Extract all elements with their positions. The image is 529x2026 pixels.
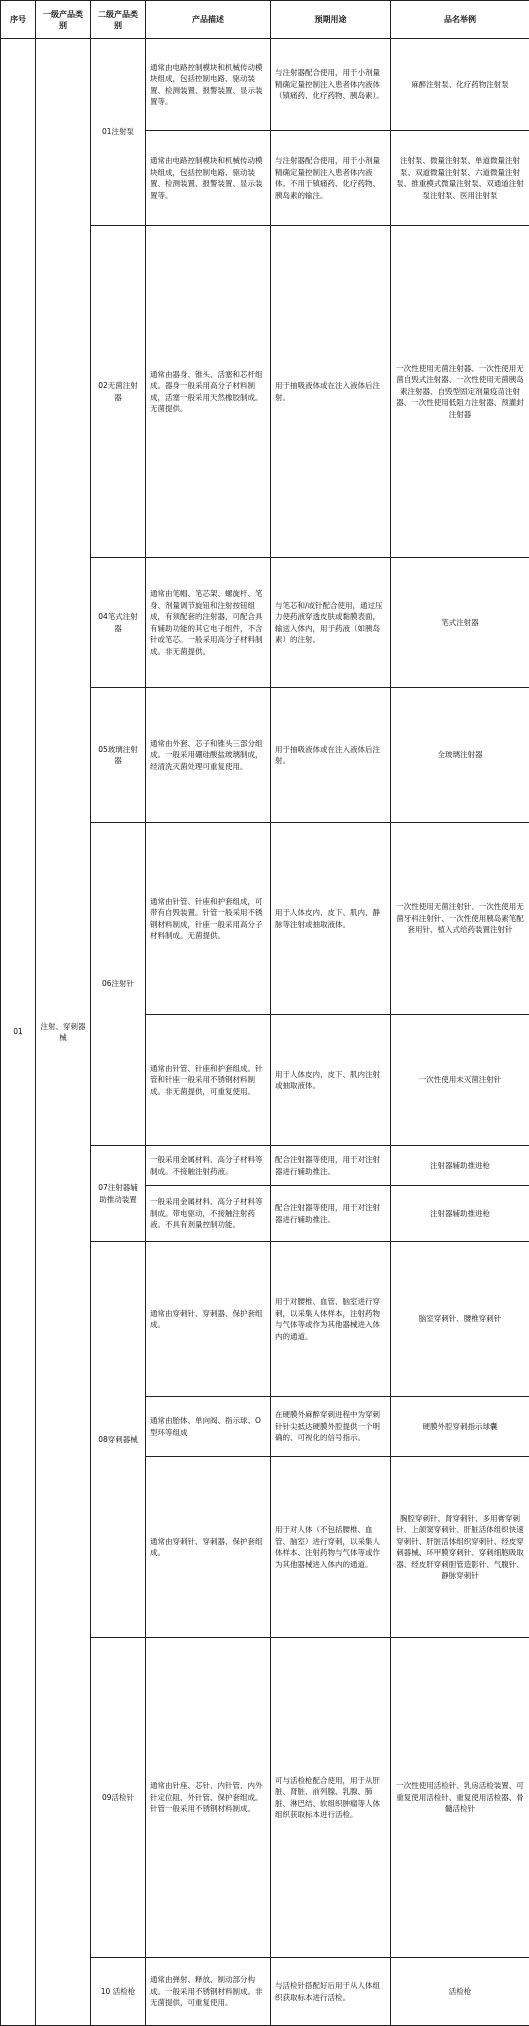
seq-cell: 01 — [1, 39, 36, 2026]
use-cell: 在硬膜外麻醉穿刺进程中为穿刺针针尖抵达硬膜外腔提供一个明确的、可视化的信号指示。 — [271, 1397, 391, 1457]
examples-cell: 注射泵、微量注射泵、单道微量注射泵、双道微量注射泵、六道微量注射泵、推重模式微量注射泵、双通道注射泵注射泵、医用注射泵 — [391, 131, 529, 226]
desc-cell: 通常由外套、芯子和锥头三部分组成。一般采用硼硅酸盐玻璃制成，经清洗灭菌处理可重复使用。 — [146, 688, 271, 823]
level2-cell-pump: 01注射泵 — [91, 39, 146, 226]
use-cell: 与注射器配合使用，用于小剂量精确定量控制注入患者体内液体（镇痛药、化疗药物、胰岛素）。 — [271, 39, 391, 131]
use-cell: 用于人体皮内、皮下、肌内注射或抽取液体。 — [271, 1015, 391, 1146]
examples-cell: 全玻璃注射器 — [391, 688, 529, 823]
examples-cell: 脑室穿刺针、腰椎穿刺针 — [391, 1242, 529, 1397]
level2-cell-biopsy: 09活检针 — [91, 1638, 146, 1958]
use-cell: 用于对腰椎、血管、脑室进行穿刺，以采集人体样本，注射药物与气体等或作为其他器械进入体内的通道。 — [271, 1242, 391, 1397]
examples-cell: 活检枪 — [391, 1958, 529, 2026]
header-level2: 二级产品类别 — [91, 1, 146, 39]
desc-cell: 通常由电路控制模块和机械传动模块组成，包括控制电路、驱动装置、检测装置、报警装置、显示装置等。 — [146, 131, 271, 226]
examples-cell: 硬膜外腔穿刺指示球囊 — [391, 1397, 529, 1457]
use-cell: 用于抽吸液体或在注入液体后注射。 — [271, 226, 391, 558]
header-level1: 一级产品类别 — [36, 1, 91, 39]
examples-cell: 一次性使用活检针、乳房活检装置、可重复使用活检针、重复使用活检器、骨髓活检针 — [391, 1638, 529, 1958]
table-row — [1, 39, 529, 131]
use-cell: 与注射器配合使用，用于小剂量精确定量控制注入患者体内液体。不用于镇痛药、化疗药物、胰岛素的输注。 — [271, 131, 391, 226]
use-cell: 用于对人体（不包括腰椎、血管、脑室）进行穿刺，以采集人体样本、注射药物与气体等或作为其他器械进入体内的通道。 — [271, 1457, 391, 1638]
desc-cell: 通常由针管、针座和护套组成。针管和针座一般采用不锈钢材料制成。非无菌提供，可重复使用。 — [146, 1015, 271, 1146]
level1-cell: 注射、穿刺器械 — [36, 39, 91, 2026]
desc-cell: 通常由器身、锥头、活塞和芯杆组成。器身一般采用高分子材料制成，活塞一般采用天然橡胶制成。无菌提供。 — [146, 226, 271, 558]
examples-cell: 胸腔穿刺针、肾穿刺针、多用膏穿刺针、上颌窦穿刺针、肝脏活体组织快速穿刺针、肝脏活体组织穿刺针、经皮穿刺器械、环甲膜穿刺针、穿刺细胞吸取器、经皮肝穿刺胆管造影针、气腹针、静脉穿刺针 — [391, 1457, 529, 1638]
desc-cell: 通常由胎体、单向阀、指示球、O型环等组成 — [146, 1397, 271, 1457]
desc-cell: 通常由针座、芯针、内针管、内外针定位阻、外针管、保护套组成。针管一般采用不锈钢材料制成。 — [146, 1638, 271, 1958]
level2-cell-pen: 04笔式注射器 — [91, 558, 146, 688]
examples-cell: 笔式注射器 — [391, 558, 529, 688]
desc-cell: 通常由穿刺针、穿刺器、保护套组成。 — [146, 1242, 271, 1397]
examples-cell: 注射器辅助推进枪 — [391, 1146, 529, 1186]
header-row — [1, 1, 529, 39]
desc-cell: 通常由电路控制模块和机械传动模块组成，包括控制电路、驱动装置、检测装置、报警装置、显示装置等。 — [146, 39, 271, 131]
examples-cell: 一次性使用无菌注射器、一次性使用无菌自毁式注射器、一次性使用无菌胰岛素注射器、自毁型固定剂量疫苗注射器、一次性使用低阻力注射器、预灌封注射器 — [391, 226, 529, 558]
level2-cell-needle: 06注射针 — [91, 823, 146, 1146]
header-seq: 序号 — [1, 1, 36, 39]
header-examples: 品名举例 — [391, 1, 529, 39]
use-cell: 配合注射器等使用，用于对注射器进行辅助推注。 — [271, 1146, 391, 1186]
level2-cell-glass: 05玻璃注射器 — [91, 688, 146, 823]
use-cell: 用于抽吸液体或在注入液体后注射。 — [271, 688, 391, 823]
level2-cell-gun: 10 活检枪 — [91, 1958, 146, 2026]
examples-cell: 注射器辅助推进枪 — [391, 1186, 529, 1242]
header-use: 预期用途 — [271, 1, 391, 39]
level2-cell-aux: 07注射器辅助推动装置 — [91, 1146, 146, 1242]
use-cell: 与笔芯和/或针配合使用，通过压力使药液穿透皮肤或黏膜表面，输送入体内，用于药液（如胰岛素）的注射。 — [271, 558, 391, 688]
desc-cell: 一般采用金属材料、高分子材料等制成。带电驱动，不接触注射药液。不具有剂量控制功能。 — [146, 1186, 271, 1242]
desc-cell: 通常由弹射、释放、制动部分构成。一般采用不锈钢材料制成。非无菌提供，可重复使用。 — [146, 1958, 271, 2026]
header-desc: 产品描述 — [146, 1, 271, 39]
desc-cell: 通常由笔帽、笔芯架、螺旋杆、笔身、剂量调节旋钮和注射按钮组成，有须配套的注射器，可配合具有辅助功能的其它电子组件，不含针或笔芯。一般采用高分子材料制成。非无菌提供。 — [146, 558, 271, 688]
level2-cell-puncture: 08穿刺器械 — [91, 1242, 146, 1638]
desc-cell: 通常由针管、针座和护套组成，可带有自毁装置。针管一般采用不锈钢材料制成，针座一般采用高分子材料制成。无菌提供。 — [146, 823, 271, 1015]
level2-cell-sterile-syringe: 02无菌注射器 — [91, 226, 146, 558]
examples-cell: 一次性使用未灭菌注射针 — [391, 1015, 529, 1146]
desc-cell: 一般采用金属材料、高分子材料等制成。不接触注射药液。 — [146, 1146, 271, 1186]
use-cell: 用于人体皮内、皮下、肌内、静脉等注射或抽取液体。 — [271, 823, 391, 1015]
examples-cell: 麻醉注射泵、化疗药物注射泵 — [391, 39, 529, 131]
examples-cell: 一次性使用无菌注射针、一次性使用无菌牙科注射针、一次性使用胰岛素笔配套用针、植入式给药装置注射针 — [391, 823, 529, 1015]
use-cell: 可与活检枪配合使用，用于从肝脏、肾脏、前列腺、乳腺、肺脏、淋巴结、软组织肿瘤等人体组织获取标本进行活检。 — [271, 1638, 391, 1958]
use-cell: 配合注射器等使用，用于对注射器进行辅助推注。 — [271, 1186, 391, 1242]
use-cell: 与活检针搭配好后用于从人体组织获取标本进行活检。 — [271, 1958, 391, 2026]
desc-cell: 通常由穿刺针、穿刺器、保护套组成。 — [146, 1457, 271, 1638]
